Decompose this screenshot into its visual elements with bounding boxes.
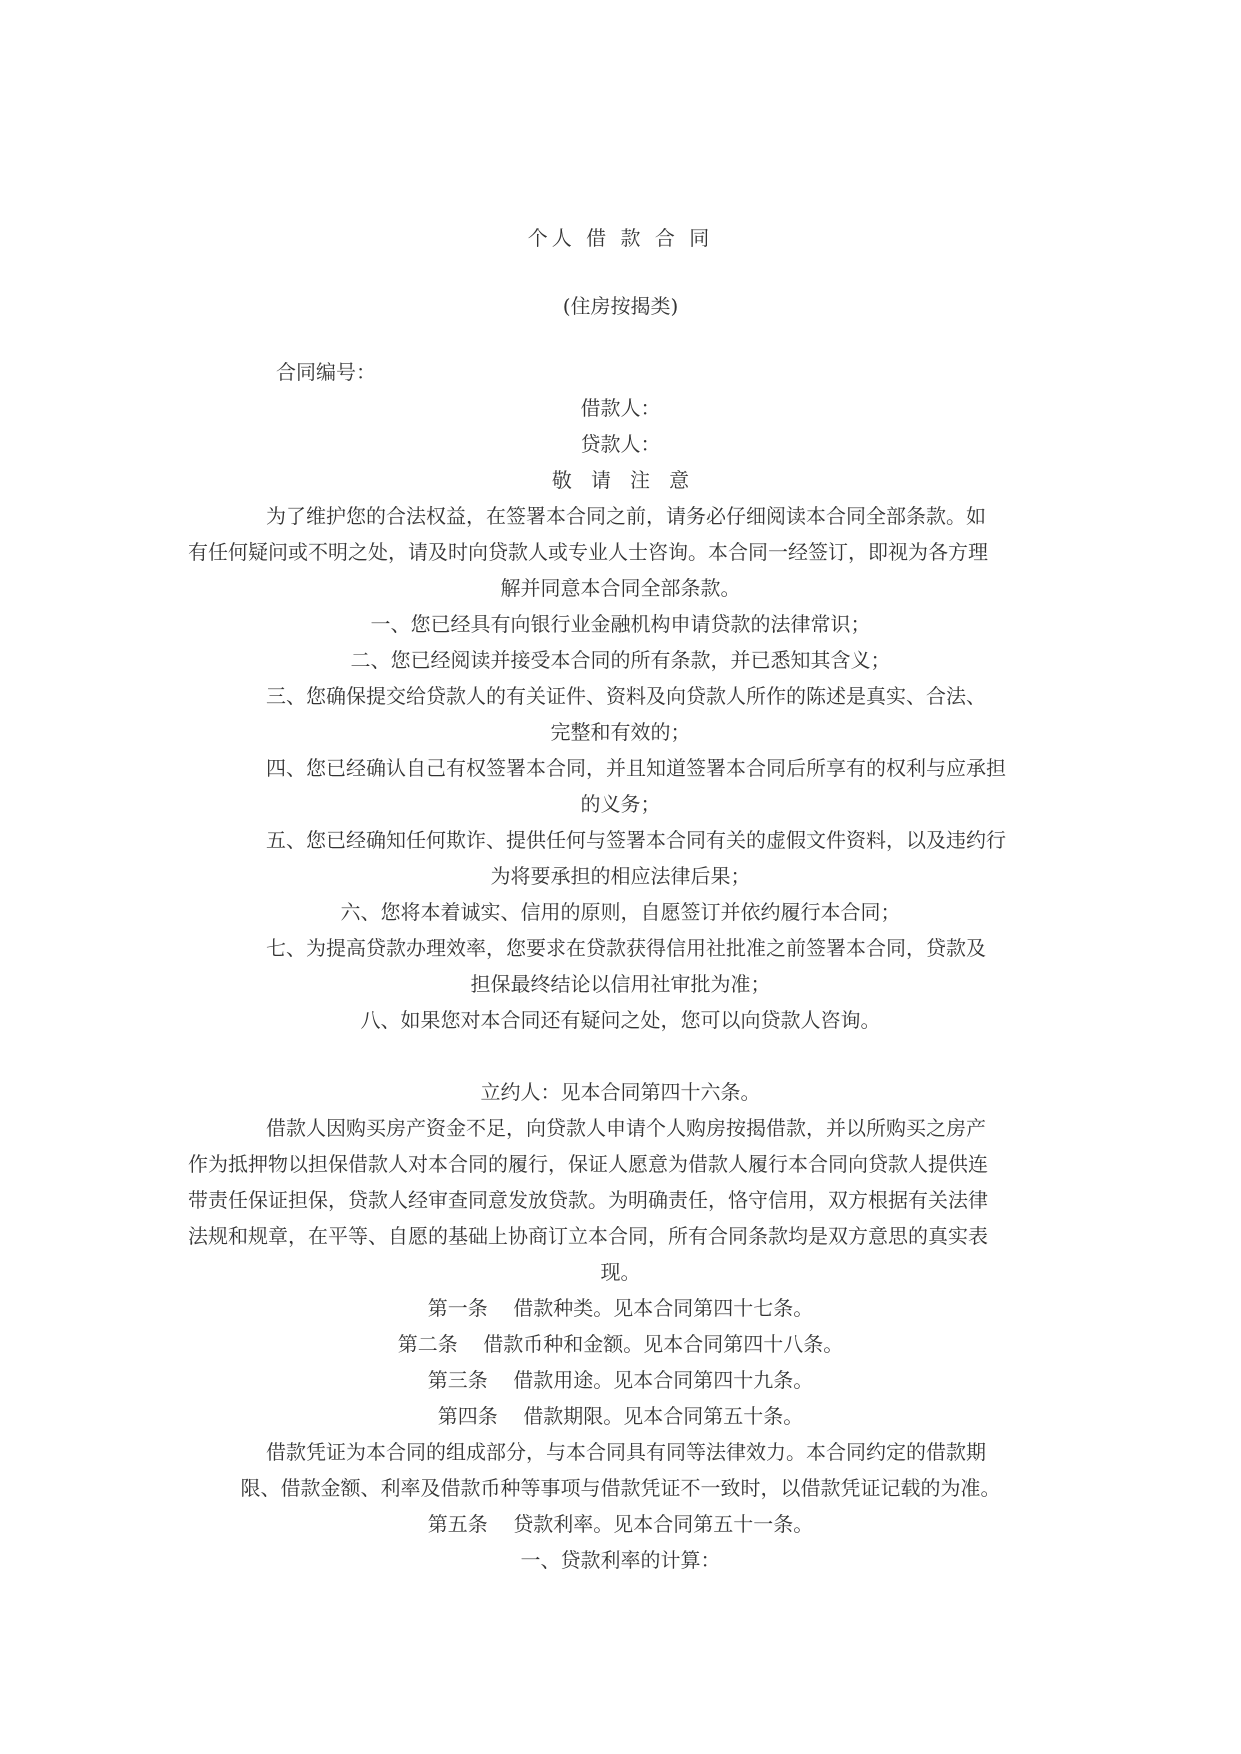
notice-item-4-line-2: 的义务； — [580, 792, 661, 816]
notice-item-3-line-2: 完整和有效的； — [550, 720, 691, 744]
borrower-label: 借款人： — [580, 396, 661, 420]
notice-intro-line-2: 有任何疑问或不明之处，请及时向贷款人或专业人士咨询。本合同一经签订，即视为各方理 — [188, 540, 988, 564]
preamble-line-2: 作为抵押物以担保借款人对本合同的履行，保证人愿意为借款人履行本合同向贷款人提供连 — [188, 1152, 988, 1176]
article-4: 第四条 借款期限。见本合同第五十条。 — [437, 1404, 804, 1428]
preamble-line-4: 法规和规章，在平等、自愿的基础上协商订立本合同，所有合同条款均是双方意思的真实表 — [188, 1224, 988, 1248]
article-2: 第二条 借款币种和金额。见本合同第四十八条。 — [397, 1332, 844, 1356]
notice-item-3-line-1: 三、您确保提交给贷款人的有关证件、资料及向贷款人所作的陈述是真实、合法、 — [266, 684, 986, 708]
notice-heading: 敬 请 注 意 — [551, 468, 690, 492]
preamble-line-3: 带责任保证担保，贷款人经审查同意发放贷款。为明确责任，恪守信用，双方根据有关法律 — [188, 1188, 988, 1212]
notice-item-6: 六、您将本着诚实、信用的原则，自愿签订并依约履行本合同； — [340, 900, 901, 924]
contract-number-label: 合同编号： — [276, 360, 376, 384]
notice-intro-line-1: 为了维护您的合法权益，在签署本合同之前，请务必仔细阅读本合同全部条款。如 — [266, 504, 986, 528]
notice-item-8: 八、如果您对本合同还有疑问之处，您可以向贷款人咨询。 — [360, 1008, 881, 1032]
notice-item-5-line-2: 为将要承担的相应法律后果； — [490, 864, 751, 888]
notice-item-5-line-1: 五、您已经确知任何欺诈、提供任何与签署本合同有关的虚假文件资料，以及违约行 — [266, 828, 1006, 852]
preamble-line-5: 现。 — [600, 1260, 641, 1284]
notice-item-2: 二、您已经阅读并接受本合同的所有条款，并已悉知其含义； — [350, 648, 891, 672]
preamble-line-1: 借款人因购买房产资金不足，向贷款人申请个人购房按揭借款，并以所购买之房产 — [266, 1116, 986, 1140]
notice-item-7-line-1: 七、为提高贷款办理效率，您要求在贷款获得信用社批准之前签署本合同，贷款及 — [266, 936, 986, 960]
parties-line: 立约人：见本合同第四十六条。 — [480, 1080, 761, 1104]
notice-intro-line-3: 解并同意本合同全部条款。 — [500, 576, 741, 600]
article-4-note-line-1: 借款凭证为本合同的组成部分，与本合同具有同等法律效力。本合同约定的借款期 — [266, 1440, 986, 1464]
notice-item-7-line-2: 担保最终结论以信用社审批为准； — [470, 972, 771, 996]
notice-item-1: 一、您已经具有向银行业金融机构申请贷款的法律常识； — [370, 612, 871, 636]
lender-label: 贷款人： — [580, 432, 661, 456]
article-4-note-line-2: 限、借款金额、利率及借款币种等事项与借款凭证不一致时，以借款凭证记载的为准。 — [240, 1476, 1001, 1500]
doc-title: 个人 借 款 合 同 — [527, 226, 714, 250]
notice-item-4-line-1: 四、您已经确认自己有权签署本合同，并且知道签署本合同后所享有的权利与应承担 — [266, 756, 1006, 780]
article-5: 第五条 贷款利率。见本合同第五十一条。 — [427, 1512, 814, 1536]
article-3: 第三条 借款用途。见本合同第四十九条。 — [427, 1368, 814, 1392]
article-5-item-1: 一、贷款利率的计算： — [520, 1548, 721, 1572]
article-1: 第一条 借款种类。见本合同第四十七条。 — [427, 1296, 814, 1320]
doc-subtitle: (住房按揭类) — [562, 294, 679, 318]
